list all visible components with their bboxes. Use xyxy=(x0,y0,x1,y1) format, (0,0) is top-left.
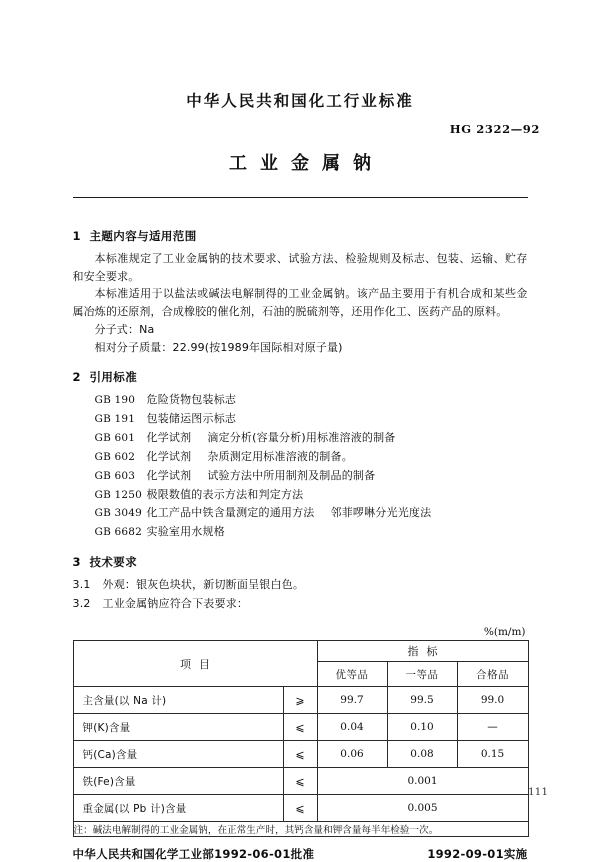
reference-code: GB 601 xyxy=(94,431,136,444)
section-title-2: 引用标准 xyxy=(89,369,138,384)
section-number-2: 2 xyxy=(72,369,81,384)
standard-organization: 中华人民共和国化工行业标准 xyxy=(186,92,414,110)
clause-number-3-1: 3.1 xyxy=(72,578,91,592)
reference-code: GB 6682 xyxy=(94,526,143,539)
reference-subname: 滴定分析(容量分析)用标准溶液的制备 xyxy=(207,430,396,444)
reference-name: 化学试剂 xyxy=(146,468,192,482)
standard-code: HG 2322—92 xyxy=(449,121,540,136)
list-item xyxy=(95,429,528,448)
row-operator: ⩽ xyxy=(283,795,317,822)
reference-name: 实验室用水规格 xyxy=(146,525,225,539)
row-value-qualified: 0.15 xyxy=(457,741,528,768)
reference-code: GB 1250 xyxy=(94,488,143,501)
effective-date: 1992-09-01实施 xyxy=(427,847,528,862)
clause-3-2 xyxy=(73,595,528,614)
table-row xyxy=(73,687,528,714)
row-value-all-grades: 0.005 xyxy=(317,795,528,822)
relative-molecular-mass: 相对分子质量：22.99(按1989年国际相对原子量) xyxy=(94,340,343,354)
section-1-paragraph-1: 本标准规定了工业金属钠的技术要求、试验方法、检验规则及标志、包装、运输、贮存和安全要求。 xyxy=(72,251,528,283)
clause-number-3-2: 3.2 xyxy=(72,597,91,611)
reference-name: 危险货物包装标志 xyxy=(146,392,237,406)
table-row xyxy=(73,768,528,795)
row-item-name: 重金属(以 Pb 计)含量 xyxy=(73,795,283,822)
section-number-3: 3 xyxy=(72,555,81,570)
section-title-3: 技术要求 xyxy=(89,555,138,570)
row-operator: ⩽ xyxy=(283,714,317,741)
reference-subname: 杂质测定用标准溶液的制备。 xyxy=(207,449,353,463)
table-row xyxy=(73,741,528,768)
section-heading-3 xyxy=(73,554,528,571)
row-value-first: 99.5 xyxy=(387,687,457,714)
row-value-premium: 0.06 xyxy=(317,741,387,768)
reference-name: 化学试剂 xyxy=(146,449,192,463)
row-item-name: 主含量(以 Na 计) xyxy=(73,687,283,714)
document-footer xyxy=(73,846,528,862)
column-header-index: 指标 xyxy=(317,641,528,662)
row-item-name: 钾(K)含量 xyxy=(73,714,283,741)
clause-3-1 xyxy=(73,576,528,595)
list-item xyxy=(95,448,528,467)
section-1-paragraph-2: 本标准适用于以盐法或碱法电解制得的工业金属钠。该产品主要用于有机合成和某些金属冶炼的还原剂，合成橡胶的催化剂，石油的脱硫剂等，还用作化工、医药产品的原料。 xyxy=(72,287,528,319)
document-header xyxy=(0,92,600,198)
table-row xyxy=(73,714,528,741)
document-content xyxy=(73,198,528,838)
page-title: 工业金属钠 xyxy=(229,152,384,174)
molecular-formula: 分子式：Na xyxy=(94,323,155,337)
page-number: 111 xyxy=(527,786,548,798)
reference-subname: 邻菲啰啉分光光度法 xyxy=(330,506,432,520)
column-header-grade-first: 一等品 xyxy=(387,662,457,687)
specification-table xyxy=(73,640,529,837)
approval-statement: 中华人民共和国化学工业部1992-06-01批准 xyxy=(72,847,315,862)
section-heading-1 xyxy=(73,228,528,245)
standard-code-row xyxy=(0,122,600,142)
clause-text-3-2: 工业金属钠应符合下表要求： xyxy=(102,597,249,611)
column-header-grade-premium: 优等品 xyxy=(317,662,387,687)
section-heading-2 xyxy=(73,369,528,386)
list-item xyxy=(95,467,528,486)
row-value-first: 0.08 xyxy=(387,741,457,768)
row-value-qualified: 99.0 xyxy=(457,687,528,714)
row-item-name: 钙(Ca)含量 xyxy=(73,741,283,768)
reference-name: 极限数值的表示方法和判定方法 xyxy=(146,487,304,501)
column-header-grade-qualified: 合格品 xyxy=(457,662,528,687)
reference-code: GB 3049 xyxy=(94,507,143,520)
reference-name: 化学试剂 xyxy=(146,430,192,444)
reference-code: GB 602 xyxy=(94,450,136,463)
reference-code: GB 191 xyxy=(94,412,136,425)
reference-code: GB 603 xyxy=(94,469,136,482)
row-value-premium: 0.04 xyxy=(317,714,387,741)
row-item-name: 铁(Fe)含量 xyxy=(73,768,283,795)
table-unit-label: %(m/m) xyxy=(483,626,526,639)
reference-subname: 试验方法中所用制剂及制品的制备 xyxy=(207,468,376,482)
table-note: 注：碱法电解制得的工业金属钠，在正常生产时，其钙含量和钾含量每半年检验一次。 xyxy=(73,822,528,837)
row-value-first: 0.10 xyxy=(387,714,457,741)
table-note-row xyxy=(73,822,528,837)
table-row xyxy=(73,795,528,822)
list-item xyxy=(95,523,528,542)
list-item xyxy=(95,391,528,410)
column-header-item: 项目 xyxy=(73,641,317,687)
row-value-premium: 99.7 xyxy=(317,687,387,714)
list-item xyxy=(95,504,528,523)
reference-code: GB 190 xyxy=(94,393,136,406)
row-value-qualified: — xyxy=(457,714,528,741)
row-operator: ⩾ xyxy=(283,687,317,714)
row-value-all-grades: 0.001 xyxy=(317,768,528,795)
list-item xyxy=(95,410,528,429)
section-title-1: 主题内容与适用范围 xyxy=(89,228,197,243)
list-item xyxy=(95,486,528,505)
table-header-row-1 xyxy=(73,641,528,662)
referenced-standards-list xyxy=(73,391,528,542)
row-operator: ⩽ xyxy=(283,768,317,795)
row-operator: ⩽ xyxy=(283,741,317,768)
reference-name: 化工产品中铁含量测定的通用方法 xyxy=(146,506,315,520)
section-number-1: 1 xyxy=(72,228,81,243)
reference-name: 包装储运图示标志 xyxy=(146,411,237,425)
clause-text-3-1: 外观：银灰色块状，新切断面呈银白色。 xyxy=(102,578,305,592)
